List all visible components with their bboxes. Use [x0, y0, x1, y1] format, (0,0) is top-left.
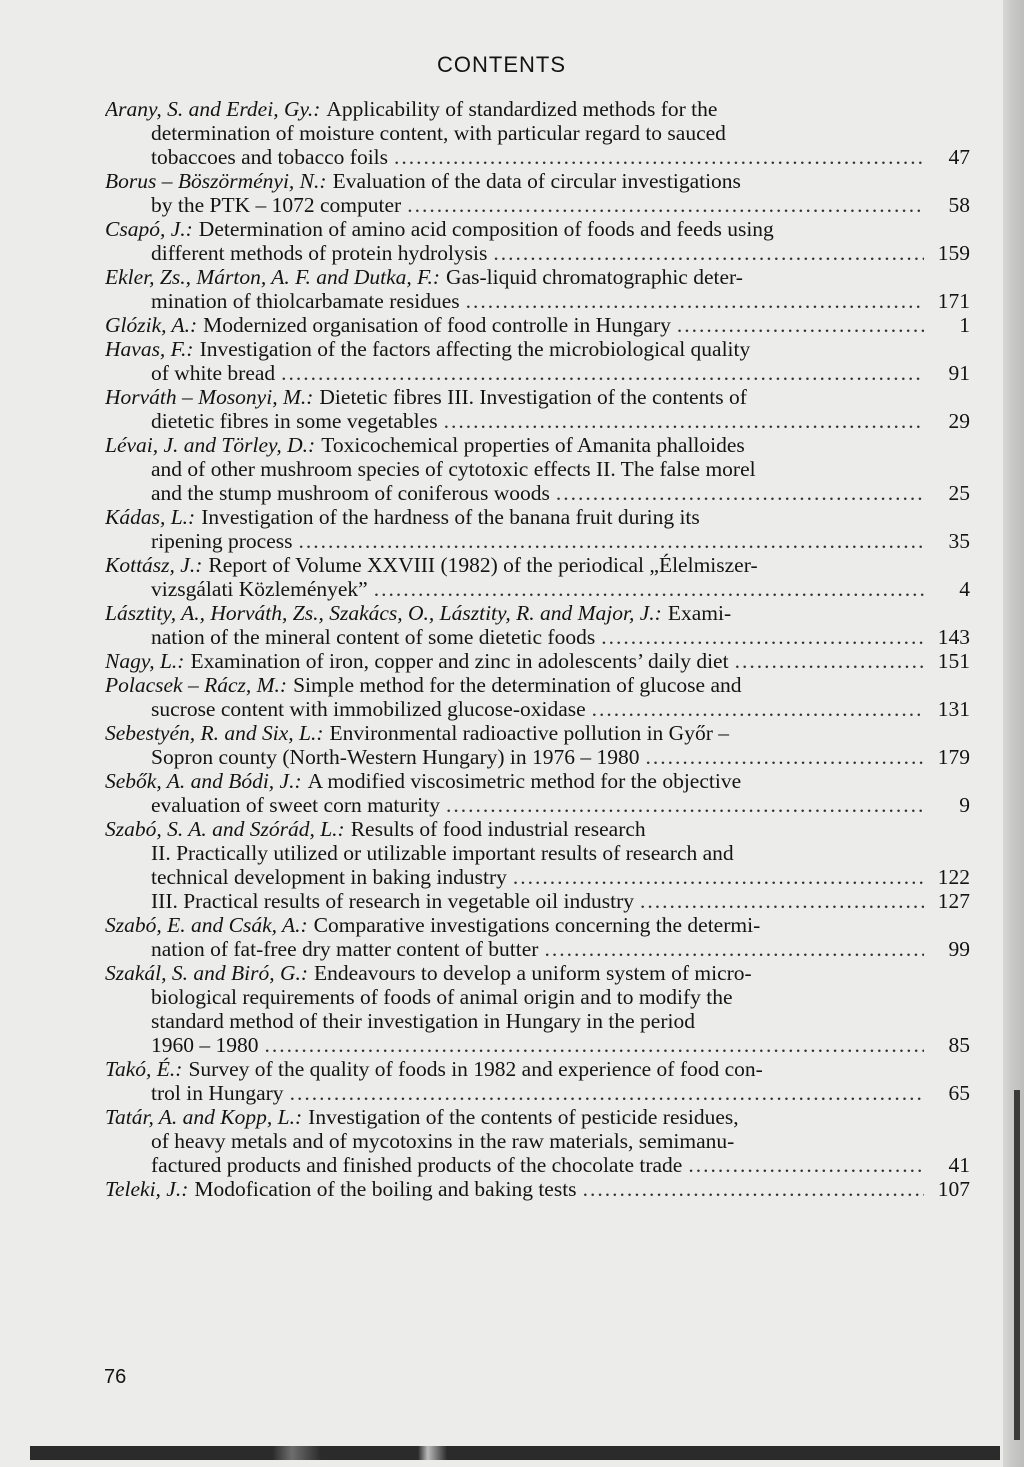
toc-entry-line: [105, 1057, 970, 1081]
toc-entry: [105, 169, 970, 217]
entry-title-text: mination of thiolcarbamate residues: [151, 289, 460, 313]
entry-authors: Lásztity, A., Horváth, Zs., Szakács, O., Lásztity, R. and Major, J.:: [105, 601, 662, 625]
entry-page-number: 4: [959, 577, 970, 601]
dot-leader: [592, 697, 924, 721]
toc-entry-line: [105, 625, 970, 649]
toc-entry-line: [105, 865, 970, 889]
entry-authors: Lévai, J. and Törley, D.:: [105, 433, 316, 457]
toc-entry: [105, 553, 970, 601]
table-of-contents: [105, 97, 970, 1201]
entry-page-number: 25: [948, 481, 970, 505]
toc-entry-line: [105, 745, 970, 769]
toc-entry: [105, 1105, 970, 1177]
entry-title-text: Investigation of the factors affecting the microbiological quality: [199, 337, 751, 361]
entry-authors: Havas, F.:: [105, 337, 194, 361]
book-spine-edge: [1003, 0, 1024, 1467]
entry-page-number: 151: [937, 649, 970, 673]
entry-title-text: of heavy metals and of mycotoxins in the raw materials, semimanu-: [151, 1129, 735, 1153]
entry-title-text: Report of Volume XXVIII (1982) of the periodical „Élelmiszer-: [208, 553, 758, 577]
entry-authors: Teleki, J.:: [105, 1177, 189, 1201]
toc-entry-line: [105, 217, 970, 241]
entry-page-number: 85: [948, 1033, 970, 1057]
toc-entry-line: [105, 121, 970, 145]
dot-leader: [493, 241, 924, 265]
entry-authors: Glózik, A.:: [105, 313, 198, 337]
spine-shadow-bar: [1014, 1090, 1020, 1440]
toc-entry-line: [105, 1177, 970, 1201]
entry-title-text: Examination of iron, copper and zinc in adolescents’ daily diet: [190, 649, 729, 673]
toc-entry: [105, 601, 970, 649]
entry-title-text: standard method of their investigation in Hungary in the period: [151, 1009, 695, 1033]
toc-entry-line: [105, 913, 970, 937]
entry-title-text: Toxicochemical properties of Amanita phalloides: [321, 433, 745, 457]
entry-title-text: dietetic fibres in some vegetables: [151, 409, 438, 433]
toc-entry: [105, 433, 970, 505]
page-heading: CONTENTS: [437, 52, 566, 77]
toc-entry-line: [105, 289, 970, 313]
dot-leader: [735, 649, 924, 673]
toc-entry-line: [105, 97, 970, 121]
entry-page-number: 58: [948, 193, 970, 217]
toc-entry-line: [105, 1081, 970, 1105]
dot-leader: [677, 313, 924, 337]
toc-entry: [105, 817, 970, 913]
entry-page-number: 107: [937, 1177, 970, 1201]
dot-leader: [394, 145, 924, 169]
dot-leader: [466, 289, 924, 313]
dot-leader: [513, 865, 924, 889]
entry-title-text: trol in Hungary: [151, 1081, 284, 1105]
entry-authors: Sebestyén, R. and Six, L.:: [105, 721, 324, 745]
entry-authors: Szakál, S. and Biró, G.:: [105, 961, 309, 985]
entry-authors: Kottász, J.:: [105, 553, 203, 577]
toc-entry-line: [105, 385, 970, 409]
toc-entry-line: [105, 649, 970, 673]
entry-page-number: 29: [948, 409, 970, 433]
entry-page-number: 41: [948, 1153, 970, 1177]
entry-authors: Arany, S. and Erdei, Gy.:: [105, 97, 321, 121]
dot-leader: [281, 361, 924, 385]
entry-title-text: biological requirements of foods of animal origin and to modify the: [151, 985, 733, 1009]
entry-authors: Csapó, J.:: [105, 217, 193, 241]
entry-title-text: Evaluation of the data of circular investigations: [332, 169, 741, 193]
entry-title-text: vizsgálati Közlemények”: [151, 577, 368, 601]
entry-title-text: A modified viscosimetric method for the objective: [307, 769, 742, 793]
entry-title-text: evaluation of sweet corn maturity: [151, 793, 440, 817]
toc-entry: [105, 913, 970, 961]
entry-title-text: Environmental radioactive pollution in Győr –: [329, 721, 729, 745]
entry-title-text: Endeavours to develop a uniform system of micro-: [314, 961, 752, 985]
entry-title-text: Applicability of standardized methods for the: [326, 97, 718, 121]
entry-authors: Szabó, E. and Csák, A.:: [105, 913, 308, 937]
toc-entry: [105, 217, 970, 265]
toc-entry-line: [105, 721, 970, 745]
toc-entry-line: [105, 937, 970, 961]
toc-entry-line: [105, 601, 970, 625]
dot-leader: [640, 889, 924, 913]
entry-authors: Sebők, A. and Bódi, J.:: [105, 769, 302, 793]
entry-title-text: factured products and finished products of the chocolate trade: [151, 1153, 683, 1177]
entry-authors: Tatár, A. and Kopp, L.:: [105, 1105, 303, 1129]
entry-title-text: Dietetic fibres III. Investigation of the contents of: [319, 385, 747, 409]
entry-title-text: nation of fat-free dry matter content of butter: [151, 937, 539, 961]
dot-leader: [544, 937, 924, 961]
dot-leader: [444, 409, 924, 433]
toc-entry: [105, 649, 970, 673]
page-number: 76: [104, 1366, 127, 1388]
entry-page-number: 47: [948, 145, 970, 169]
entry-page-number: 35: [948, 529, 970, 553]
entry-authors: Polacsek – Rácz, M.:: [105, 673, 288, 697]
entry-authors: Szabó, S. A. and Szórád, L.:: [105, 817, 345, 841]
toc-entry-line: [105, 313, 970, 337]
entry-authors: Ekler, Zs., Márton, A. F. and Dutka, F.:: [105, 265, 441, 289]
entry-page-number: 159: [937, 241, 970, 265]
entry-title-text: Results of food industrial research: [350, 817, 646, 841]
toc-entry: [105, 337, 970, 385]
toc-entry: [105, 385, 970, 433]
toc-entry-line: [105, 985, 970, 1009]
toc-entry-line: [105, 1009, 970, 1033]
toc-entry-line: [105, 193, 970, 217]
toc-entry-line: [105, 481, 970, 505]
entry-title-text: Exami-: [667, 601, 732, 625]
entry-title-text: 1960 – 1980: [151, 1033, 259, 1057]
entry-title-text: sucrose content with immobilized glucose-oxidase: [151, 697, 586, 721]
entry-title-text: different methods of protein hydrolysis: [151, 241, 488, 265]
entry-page-number: 99: [948, 937, 970, 961]
entry-authors: Horváth – Mosonyi, M.:: [105, 385, 314, 409]
dot-leader: [265, 1033, 925, 1057]
toc-entry-line: [105, 529, 970, 553]
entry-page-number: 179: [937, 745, 970, 769]
toc-entry: [105, 265, 970, 313]
toc-entry: [105, 313, 970, 337]
entry-title-text: nation of the mineral content of some dietetic foods: [151, 625, 596, 649]
toc-entry-line: [105, 769, 970, 793]
toc-entry-line: [105, 817, 970, 841]
entry-title-text: II. Practically utilized or utilizable important results of research and: [151, 841, 734, 865]
dot-leader: [688, 1153, 924, 1177]
dot-leader: [646, 745, 924, 769]
toc-entry: [105, 673, 970, 721]
toc-entry-line: [105, 553, 970, 577]
dot-leader: [290, 1081, 924, 1105]
entry-title-text: determination of moisture content, with particular regard to sauced: [151, 121, 726, 145]
toc-entry-line: [105, 337, 970, 361]
entry-page-number: 1: [959, 313, 970, 337]
entry-page-number: 9: [959, 793, 970, 817]
entry-title-text: tobaccoes and tobacco foils: [151, 145, 389, 169]
dot-leader: [407, 193, 924, 217]
entry-title-text: by the PTK – 1072 computer: [151, 193, 402, 217]
toc-entry-line: [105, 241, 970, 265]
entry-title-text: Simple method for the determination of glucose and: [293, 673, 742, 697]
entry-page-number: 171: [937, 289, 970, 313]
entry-page-number: 143: [937, 625, 970, 649]
toc-entry-line: [105, 169, 970, 193]
entry-page-number: 65: [948, 1081, 970, 1105]
entry-authors: Nagy, L.:: [105, 649, 185, 673]
entry-title-text: Determination of amino acid composition of foods and feeds using: [198, 217, 774, 241]
scan-edge-strip: [30, 1446, 1000, 1460]
toc-entry-line: [105, 457, 970, 481]
toc-entry-line: [105, 1153, 970, 1177]
entry-title-text: and of other mushroom species of cytotoxic effects II. The false morel: [151, 457, 756, 481]
toc-entry-line: [105, 1033, 970, 1057]
entry-page-number: 91: [948, 361, 970, 385]
entry-title-text: Modofication of the boiling and baking tests: [194, 1177, 577, 1201]
entry-title-text: technical development in baking industry: [151, 865, 507, 889]
toc-entry-line: [105, 361, 970, 385]
toc-entry-line: [105, 433, 970, 457]
toc-entry-line: [105, 793, 970, 817]
entry-title-text: Survey of the quality of foods in 1982 and experience of food con-: [188, 1057, 763, 1081]
entry-page-number: 122: [937, 865, 970, 889]
toc-entry: [105, 97, 970, 169]
entry-authors: Kádas, L.:: [105, 505, 196, 529]
toc-entry: [105, 1057, 970, 1105]
toc-entry-line: [105, 697, 970, 721]
toc-entry: [105, 1177, 970, 1201]
entry-title-text: Modernized organisation of food controlle in Hungary: [203, 313, 671, 337]
dot-leader: [446, 793, 924, 817]
entry-authors: Takó, É.:: [105, 1057, 183, 1081]
entry-title-text: ripening process: [151, 529, 293, 553]
entry-title-text: Investigation of the contents of pesticide residues,: [308, 1105, 739, 1129]
entry-title-text: III. Practical results of research in vegetable oil industry: [151, 889, 634, 913]
entry-page-number: 131: [937, 697, 970, 721]
entry-title-text: Sopron county (North-Western Hungary) in 1976 – 1980: [151, 745, 640, 769]
dot-leader: [601, 625, 924, 649]
toc-entry-line: [105, 577, 970, 601]
toc-entry-line: [105, 673, 970, 697]
dot-leader: [556, 481, 924, 505]
toc-entry-line: [105, 409, 970, 433]
toc-entry-line: [105, 1129, 970, 1153]
entry-title-text: Investigation of the hardness of the banana fruit during its: [201, 505, 700, 529]
entry-title-text: Gas-liquid chromatographic deter-: [446, 265, 743, 289]
toc-entry-line: [105, 1105, 970, 1129]
dot-leader: [374, 577, 924, 601]
toc-entry-line: [105, 145, 970, 169]
toc-entry-line: [105, 889, 970, 913]
entry-page-number: 127: [937, 889, 970, 913]
entry-title-text: and the stump mushroom of coniferous woods: [151, 481, 550, 505]
dot-leader: [299, 529, 924, 553]
toc-entry-line: [105, 961, 970, 985]
toc-entry-line: [105, 265, 970, 289]
toc-entry-line: [105, 841, 970, 865]
toc-entry-line: [105, 505, 970, 529]
toc-entry: [105, 721, 970, 769]
toc-entry: [105, 961, 970, 1057]
toc-entry: [105, 505, 970, 553]
entry-authors: Borus – Böszörményi, N.:: [105, 169, 327, 193]
toc-entry: [105, 769, 970, 817]
entry-title-text: of white bread: [151, 361, 276, 385]
dot-leader: [583, 1177, 924, 1201]
entry-title-text: Comparative investigations concerning the determi-: [313, 913, 761, 937]
